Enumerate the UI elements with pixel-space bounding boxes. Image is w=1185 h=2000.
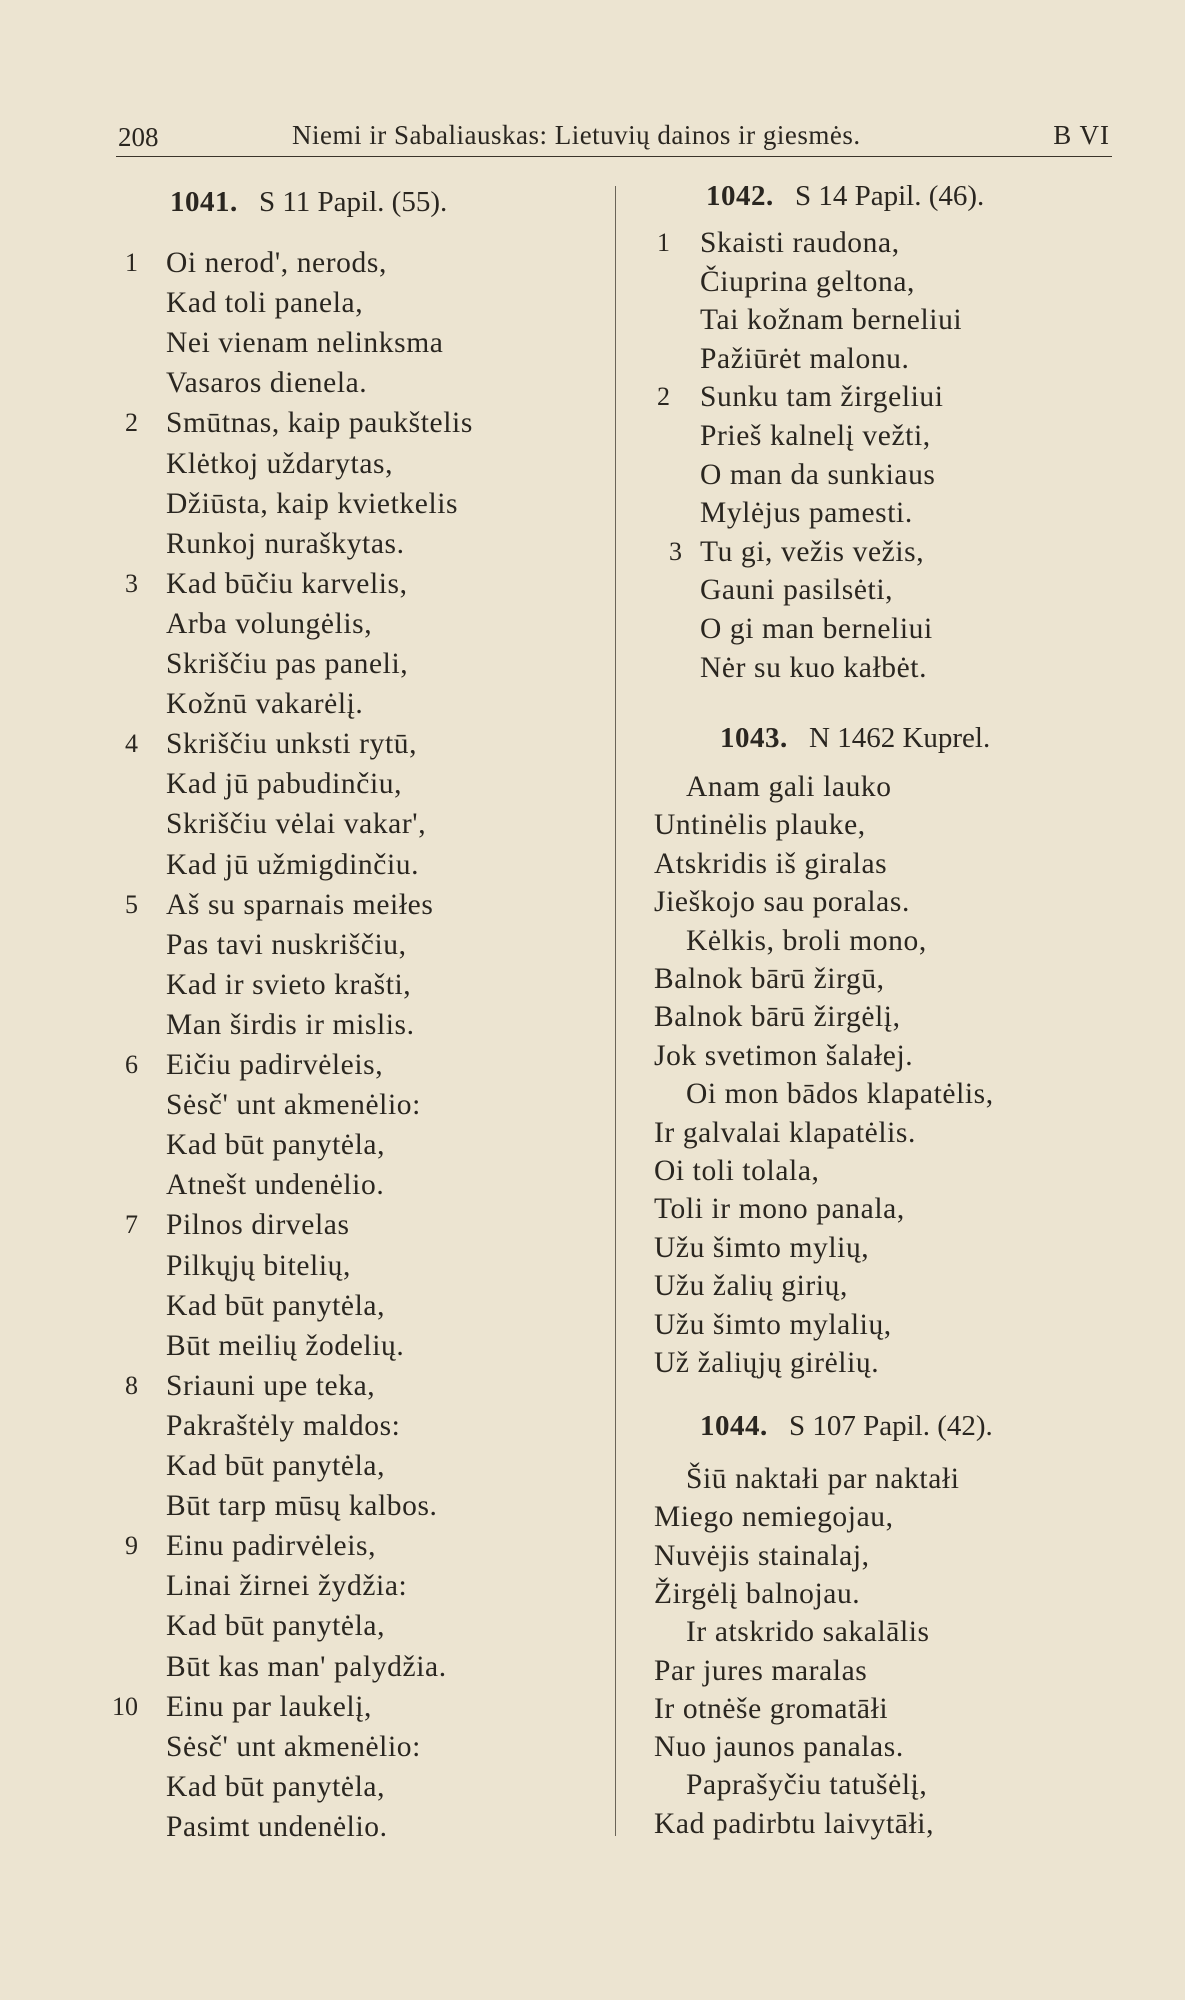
song-heading — [170, 186, 447, 219]
song-line: Paprašyčiu tatušėlį, — [686, 1769, 928, 1802]
verse-line: Kad būt panytėla, — [166, 1610, 386, 1643]
song-number: 1042. — [706, 180, 774, 212]
verse-line: Arba volungėlis, — [166, 607, 373, 640]
song-line: Nuo jaunos panalas. — [654, 1731, 904, 1764]
song-line: Už žaliųjų girėlių. — [654, 1347, 880, 1379]
verse-line: Skriščiu pas paneli, — [166, 648, 409, 680]
verse-line: Būt tarp mūsų kalbos. — [166, 1490, 438, 1523]
verse-number: 9 — [125, 1531, 138, 1561]
verse-line: Kožnū vakarėlį. — [166, 688, 364, 721]
verse-number: 7 — [125, 1210, 138, 1240]
song-line: Untinėlis plauke, — [654, 809, 866, 842]
verse-line: Nėr su kuo kałbėt. — [700, 651, 928, 684]
verse-number: 3 — [669, 536, 682, 566]
verse-line: Einu par laukelį, — [166, 1690, 372, 1723]
song-line: Šiū naktałi par naktałi — [686, 1463, 960, 1495]
song-heading — [720, 722, 990, 755]
song-heading — [706, 180, 984, 213]
verse-line: Pilkųjų bitelių, — [166, 1249, 351, 1282]
song-number: 1041. — [170, 186, 238, 218]
verse-line: Aš su sparnais meiłes — [166, 888, 434, 921]
verse-line: Tai kožnam berneliui — [700, 304, 963, 337]
song-line: Balnok bārū žirgū, — [654, 963, 885, 995]
verse-line: Nei vienam nelinksma — [166, 327, 444, 360]
verse-line: Kad būt panytėla, — [166, 1129, 386, 1162]
verse-line: Gauni pasilsėti, — [700, 574, 894, 607]
column-divider — [615, 186, 616, 1836]
verse-line: Pasimt undenėlio. — [166, 1810, 388, 1843]
song-line: Užu šimto mylalių, — [654, 1308, 892, 1341]
verse-number: 1 — [657, 228, 670, 257]
song-line: Kėlkis, broli mono, — [686, 924, 927, 957]
song-line: Toli ir mono panala, — [654, 1193, 905, 1226]
song-source: S 107 Papil. (42). — [781, 1410, 993, 1442]
verse-line: Kad būt panytėla, — [166, 1770, 386, 1803]
song-line: Par jures maralas — [654, 1654, 868, 1687]
song-line: Miego nemiegojau, — [654, 1501, 894, 1534]
verse-line: Sunku tam žirgeliui — [700, 381, 944, 414]
verse-line: Kad ir svieto krašti, — [166, 968, 412, 1001]
verse-line: Kad jū užmigdinčiu. — [166, 848, 420, 881]
song-line: Ir galvalai klapatėlis. — [654, 1116, 916, 1149]
song-number: 1043. — [720, 722, 788, 754]
verse-line: Kad būčiu karvelis, — [166, 567, 408, 600]
verse-line: Kad būt panytėla, — [166, 1289, 386, 1322]
song-line: Žirgėlį balnojau. — [654, 1577, 861, 1610]
song-line: Užu žalių girių, — [654, 1270, 848, 1303]
verse-line: Atnešt undenėlio. — [166, 1169, 385, 1202]
printer-signature: B VI — [1053, 120, 1110, 150]
verse-line: Tu gi, vežis vežis, — [700, 535, 925, 568]
verse-line: Sėsč' unt akmenėlio: — [166, 1089, 421, 1122]
song-number: 1044. — [700, 1410, 768, 1442]
verse-line: Kad jū pabudinčiu, — [166, 768, 403, 801]
verse-line: Sriauni upe teka, — [166, 1369, 376, 1402]
verse-number: 2 — [657, 382, 670, 412]
verse-line: Pakraštėly maldos: — [166, 1409, 401, 1442]
verse-number: 4 — [125, 729, 138, 759]
verse-line: O man da sunkiaus — [700, 458, 936, 491]
song-line: Kad padirbtu laivytāłi, — [654, 1807, 935, 1840]
song-line: Ir otnėše gromatāłi — [654, 1692, 889, 1725]
song-heading — [700, 1410, 993, 1443]
verse-line: Skriščiu vėlai vakar', — [166, 808, 427, 841]
verse-line: Čiuprina geltona, — [700, 265, 916, 298]
song-line: Atskridis iš giralas — [654, 847, 888, 880]
verse-line: Pilnos dirvelas — [166, 1209, 350, 1242]
verse-line: Sėsč' unt akmenėlio: — [166, 1730, 421, 1763]
song-line: Jieškojo sau poralas. — [654, 886, 910, 919]
verse-line: Einu padirvėleis, — [166, 1530, 377, 1563]
verse-line: Runkoj nuraškytas. — [166, 527, 405, 560]
page-number: 208 — [118, 122, 159, 152]
song-line: Anam gali lauko — [686, 771, 892, 803]
verse-line: Oi nerod', nerods, — [166, 247, 387, 279]
verse-number: 3 — [125, 568, 138, 598]
verse-number: 5 — [125, 889, 138, 919]
song-line: Ir atskrido sakalālis — [686, 1616, 930, 1649]
verse-line: Pažiūrėt malonu. — [700, 342, 910, 375]
verse-line: Džiūsta, kaip kvietkelis — [166, 487, 459, 520]
verse-line: Pas tavi nuskriščiu, — [166, 928, 407, 961]
song-line: Balnok bārū žirgėlį, — [654, 1001, 901, 1034]
verse-number: 8 — [125, 1370, 138, 1400]
verse-line: Smūtnas, kaip paukštelis — [166, 407, 473, 440]
song-line: Oi toli tolala, — [654, 1155, 820, 1187]
verse-line: Linai žirnei žydžia: — [166, 1570, 408, 1603]
verse-line: Prieš kalnelį vežti, — [700, 420, 931, 452]
song-source: N 1462 Kuprel. — [801, 722, 991, 754]
verse-number: 1 — [125, 248, 138, 277]
verse-line: Skaisti raudona, — [700, 227, 900, 259]
verse-line: Kad toli panela, — [166, 287, 364, 320]
song-source: S 11 Papil. (55). — [251, 186, 448, 218]
song-source: S 14 Papil. (46). — [787, 180, 985, 212]
verse-line: Eičiu padirvėleis, — [166, 1049, 384, 1081]
song-line: Nuvėjis stainalaj, — [654, 1539, 870, 1572]
song-line: Oi mon bādos klapatėlis, — [686, 1078, 994, 1111]
verse-line: Mylėjus pamesti. — [700, 497, 913, 530]
verse-line: Būt kas man' palydžia. — [166, 1650, 447, 1683]
verse-line: Būt meilių žodelių. — [166, 1329, 405, 1362]
verse-line: Vasaros dienela. — [166, 367, 368, 400]
verse-line: Kad būt panytėla, — [166, 1450, 386, 1482]
running-title: Niemi ir Sabaliauskas: Lietuvių dainos ir giesmės. — [292, 120, 861, 150]
page-header — [116, 116, 1112, 157]
verse-line: Man širdis ir mislis. — [166, 1008, 415, 1041]
verse-number: 6 — [125, 1050, 138, 1079]
verse-number: 10 — [112, 1691, 138, 1721]
verse-line: Klėtkoj uždarytas, — [166, 447, 394, 480]
verse-line: Skriščiu unksti rytū, — [166, 728, 418, 761]
song-line: Jok svetimon šalałej. — [654, 1039, 914, 1072]
song-line: Užu šimto mylių, — [654, 1231, 870, 1264]
verse-line: O gi man berneliui — [700, 613, 933, 645]
verse-number: 2 — [125, 408, 138, 438]
